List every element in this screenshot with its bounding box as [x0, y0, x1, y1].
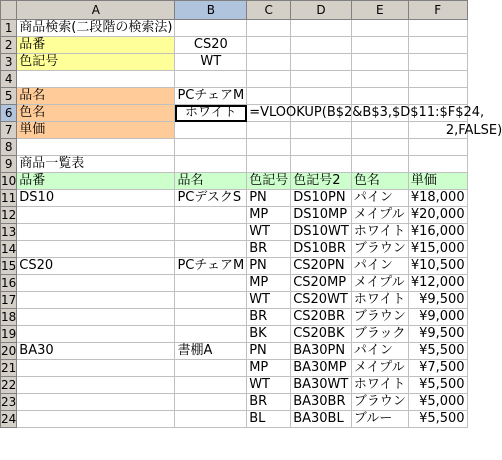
row-header-4[interactable]: 4 [1, 71, 17, 88]
column-header-b[interactable]: B [175, 1, 247, 20]
table-cell-hinban[interactable] [17, 207, 175, 224]
table-cell-name[interactable] [175, 326, 247, 343]
cell-c3[interactable] [247, 54, 291, 71]
table-cell-color-code[interactable]: MP [247, 360, 291, 377]
table-header-row [1, 173, 468, 190]
cell-a4[interactable] [17, 71, 175, 88]
formula-text-line1: =VLOOKUP(B$2&B$3,$D$11:$F$24, [249, 105, 485, 120]
select-all-corner[interactable] [1, 1, 17, 20]
cell-e3[interactable] [351, 54, 408, 71]
table-cell-color-name[interactable]: ブルー [351, 411, 408, 428]
table-cell-color-code2[interactable]: BA30WT [291, 377, 352, 394]
table-row [1, 207, 468, 224]
row-3 [1, 54, 468, 71]
cell-c2[interactable] [247, 37, 291, 54]
table-cell-hinban[interactable] [17, 275, 175, 292]
table-cell-name[interactable] [175, 411, 247, 428]
formula-text-line2: 2,FALSE) [445, 123, 502, 138]
table-cell-price[interactable]: ¥20,000 [408, 207, 467, 224]
table-cell-color-code[interactable]: PN [247, 343, 291, 360]
cell-a1[interactable]: 商品検索(二段階の検索法) [17, 20, 175, 37]
cell-c6[interactable] [247, 105, 502, 138]
table-row [1, 241, 468, 258]
table-cell-name[interactable]: PCチェアM [175, 258, 247, 275]
row-header-19[interactable]: 19 [1, 327, 17, 341]
column-header-a[interactable]: A [17, 1, 175, 20]
table-cell-color-code[interactable]: BR [247, 394, 291, 411]
cell-f3[interactable] [408, 54, 467, 71]
row-header-8[interactable]: 8 [1, 139, 17, 156]
cell-d4[interactable] [291, 71, 352, 88]
cell-f1[interactable] [408, 20, 467, 37]
row-header-22[interactable]: 22 [1, 378, 17, 392]
table-cell-color-name[interactable]: ブラウン [351, 241, 408, 258]
column-header-row [1, 1, 468, 20]
cell-b3[interactable]: WT [175, 54, 247, 71]
row-header-10[interactable]: 10 [1, 174, 17, 188]
table-cell-color-name[interactable]: ブラック [351, 326, 408, 343]
row-header-21[interactable]: 21 [1, 361, 17, 375]
table-cell-name[interactable] [175, 360, 247, 377]
table-cell-price[interactable]: ¥16,000 [408, 224, 467, 241]
table-cell-color-code2[interactable]: CS20WT [291, 292, 352, 309]
table-cell-color-code[interactable]: PN [247, 190, 291, 207]
cell-a7[interactable]: 単価 [17, 122, 175, 139]
table-cell-hinban[interactable] [17, 241, 175, 258]
row-header-1[interactable]: 1 [1, 20, 17, 37]
table-cell-color-code2[interactable]: DS10WT [291, 224, 352, 241]
row-header-16[interactable]: 16 [1, 276, 17, 290]
table-cell-color-code2[interactable]: CS20MP [291, 275, 352, 292]
table-cell-color-code[interactable]: BR [247, 309, 291, 326]
row-header-6[interactable]: 6 [1, 105, 17, 122]
table-row [1, 394, 468, 411]
table-cell-name[interactable] [175, 207, 247, 224]
cell-a2[interactable]: 品番 [17, 37, 175, 54]
row-header-9[interactable]: 9 [1, 156, 17, 173]
table-cell-name[interactable] [175, 241, 247, 258]
table-cell-name[interactable] [175, 309, 247, 326]
row-9 [1, 156, 468, 173]
table-row [1, 309, 468, 326]
cell-b8[interactable] [175, 139, 247, 156]
table-cell-hinban[interactable] [17, 411, 175, 428]
table-cell-name[interactable]: PCデスクS [175, 190, 247, 207]
table-cell-name[interactable] [175, 377, 247, 394]
table-cell-color-code2[interactable]: CS20PN [291, 258, 352, 275]
table-cell-price[interactable]: ¥9,500 [408, 292, 467, 309]
cell-b2[interactable]: CS20 [175, 37, 247, 54]
table-cell-color-name[interactable]: パイン [351, 190, 408, 207]
table-row [1, 377, 468, 394]
table-cell-color-name[interactable]: パイン [351, 258, 408, 275]
cell-f5[interactable] [408, 88, 467, 105]
row-header-13[interactable]: 13 [1, 225, 17, 239]
cell-c9[interactable] [247, 156, 291, 173]
cell-d5[interactable] [291, 88, 352, 105]
column-header-e[interactable]: E [351, 1, 408, 20]
table-header-name[interactable]: 品名 [175, 173, 247, 190]
table-cell-color-code2[interactable]: BA30PN [291, 343, 352, 360]
cell-c8[interactable] [247, 139, 291, 156]
cell-a8[interactable] [17, 139, 175, 156]
table-cell-name[interactable]: 書棚A [175, 343, 247, 360]
table-cell-color-code2[interactable]: DS10BR [291, 241, 352, 258]
table-cell-color-name[interactable]: ホワイト [351, 377, 408, 394]
table-row [1, 258, 468, 275]
row-header-12[interactable]: 12 [1, 208, 17, 222]
cell-f2[interactable] [408, 37, 467, 54]
table-cell-price[interactable]: ¥18,000 [408, 190, 467, 207]
table-row [1, 190, 468, 207]
cell-a5[interactable]: 品名 [17, 88, 175, 105]
table-cell-color-code[interactable]: WT [247, 224, 291, 241]
table-cell-price[interactable]: ¥9,000 [408, 309, 467, 326]
table-cell-color-code2[interactable]: CS20BK [291, 326, 352, 343]
table-cell-hinban[interactable]: BA30 [17, 343, 175, 360]
table-cell-hinban[interactable] [17, 394, 175, 411]
cell-b9[interactable] [175, 156, 247, 173]
row-header-23[interactable]: 23 [1, 395, 17, 409]
cell-a6[interactable]: 色名 [17, 105, 175, 122]
row-4 [1, 71, 468, 88]
cell-b1[interactable] [175, 20, 247, 37]
table-row [1, 411, 468, 428]
table-cell-name[interactable] [175, 292, 247, 309]
table-cell-color-code2[interactable]: BA30BL [291, 411, 352, 428]
table-cell-price[interactable]: ¥5,500 [408, 377, 467, 394]
cell-d1[interactable] [291, 20, 352, 37]
cell-a3[interactable]: 色記号 [17, 54, 175, 71]
table-cell-color-code[interactable]: BR [247, 241, 291, 258]
table-cell-color-name[interactable]: ホワイト [351, 292, 408, 309]
cell-f4[interactable] [408, 71, 467, 88]
table-cell-price[interactable]: ¥9,500 [408, 326, 467, 343]
row-header-17[interactable]: 17 [1, 293, 17, 307]
table-cell-price[interactable]: ¥5,500 [408, 411, 467, 428]
table-cell-color-code2[interactable]: DS10PN [291, 190, 352, 207]
table-row [1, 326, 468, 343]
table-cell-color-code[interactable]: BL [247, 411, 291, 428]
table-cell-color-name[interactable]: ブラウン [351, 394, 408, 411]
row-8 [1, 139, 468, 156]
row-header-2[interactable]: 2 [1, 37, 17, 54]
table-row [1, 224, 468, 241]
cell-f9[interactable] [408, 156, 467, 173]
table-cell-hinban[interactable] [17, 377, 175, 394]
row-header-11[interactable]: 11 [1, 191, 17, 205]
table-cell-color-code[interactable]: MP [247, 275, 291, 292]
table-cell-color-name[interactable]: メイプル [351, 275, 408, 292]
table-cell-hinban[interactable] [17, 309, 175, 326]
column-header-d[interactable]: D [291, 1, 352, 20]
row-6 [1, 105, 468, 122]
row-header-24[interactable]: 24 [1, 412, 17, 426]
table-cell-price[interactable]: ¥7,500 [408, 360, 467, 377]
cell-e1[interactable] [351, 20, 408, 37]
cell-d3[interactable] [291, 54, 352, 71]
table-cell-color-code[interactable]: BK [247, 326, 291, 343]
cell-c5[interactable] [247, 88, 291, 105]
cell-b5[interactable]: PCチェアM [175, 88, 247, 105]
table-cell-color-code[interactable]: MP [247, 207, 291, 224]
cell-c1[interactable] [247, 20, 291, 37]
table-cell-price[interactable]: ¥12,000 [408, 275, 467, 292]
table-cell-color-code[interactable]: PN [247, 258, 291, 275]
table-cell-color-code2[interactable]: BA30BR [291, 394, 352, 411]
table-cell-color-name[interactable]: ホワイト [351, 224, 408, 241]
table-cell-color-code[interactable]: WT [247, 292, 291, 309]
table-row [1, 343, 468, 360]
cell-e4[interactable] [351, 71, 408, 88]
row-2 [1, 37, 468, 54]
table-cell-name[interactable] [175, 224, 247, 241]
cell-e2[interactable] [351, 37, 408, 54]
table-header-color-code2[interactable]: 色記号2 [291, 173, 352, 190]
table-cell-price[interactable]: ¥15,000 [408, 241, 467, 258]
cell-e8[interactable] [351, 139, 408, 156]
row-header-7[interactable]: 7 [1, 122, 17, 139]
table-cell-price[interactable]: ¥5,500 [408, 343, 467, 360]
cell-c4[interactable] [247, 71, 291, 88]
cell-b4[interactable] [175, 71, 247, 88]
cell-b6-active[interactable]: ホワイト [175, 105, 247, 122]
cell-a9[interactable]: 商品一覧表 [17, 156, 175, 173]
table-cell-color-name[interactable]: メイプル [351, 207, 408, 224]
table-row [1, 292, 468, 309]
cell-d2[interactable] [291, 37, 352, 54]
table-cell-color-name[interactable]: メイプル [351, 360, 408, 377]
table-header-color-code[interactable]: 色記号 [247, 173, 291, 190]
column-header-f[interactable]: F [408, 1, 467, 20]
table-cell-name[interactable] [175, 394, 247, 411]
table-cell-color-code2[interactable]: CS20BR [291, 309, 352, 326]
cell-d9[interactable] [291, 156, 352, 173]
cell-e5[interactable] [351, 88, 408, 105]
row-header-3[interactable]: 3 [1, 54, 17, 71]
cell-d8[interactable] [291, 139, 352, 156]
table-cell-hinban[interactable] [17, 224, 175, 241]
table-cell-color-code2[interactable]: DS10MP [291, 207, 352, 224]
table-cell-color-name[interactable]: ブラウン [351, 309, 408, 326]
table-header-hinban[interactable]: 品番 [17, 173, 175, 190]
table-row [1, 360, 468, 377]
row-header-20[interactable]: 20 [1, 344, 17, 358]
cell-b7[interactable] [175, 122, 247, 139]
table-row [1, 275, 468, 292]
row-header-5[interactable]: 5 [1, 88, 17, 105]
table-cell-hinban[interactable] [17, 292, 175, 309]
table-cell-price[interactable]: ¥10,500 [408, 258, 467, 275]
table-cell-hinban[interactable] [17, 360, 175, 377]
table-header-color-name[interactable]: 色名 [351, 173, 408, 190]
table-cell-color-name[interactable]: パイン [351, 343, 408, 360]
table-cell-color-code[interactable]: WT [247, 377, 291, 394]
table-cell-price[interactable]: ¥5,000 [408, 394, 467, 411]
table-cell-hinban[interactable]: DS10 [17, 190, 175, 207]
row-1 [1, 20, 468, 37]
row-header-14[interactable]: 14 [1, 242, 17, 256]
row-5 [1, 88, 468, 105]
cell-e9[interactable] [351, 156, 408, 173]
row-header-18[interactable]: 18 [1, 310, 17, 324]
cell-f8[interactable] [408, 139, 467, 156]
row-header-15[interactable]: 15 [1, 259, 17, 273]
table-cell-hinban[interactable]: CS20 [17, 258, 175, 275]
table-header-price[interactable]: 単価 [408, 173, 467, 190]
table-cell-name[interactable] [175, 275, 247, 292]
column-header-c[interactable]: C [247, 1, 291, 20]
table-cell-hinban[interactable] [17, 326, 175, 343]
table-cell-color-code2[interactable]: BA30MP [291, 360, 352, 377]
